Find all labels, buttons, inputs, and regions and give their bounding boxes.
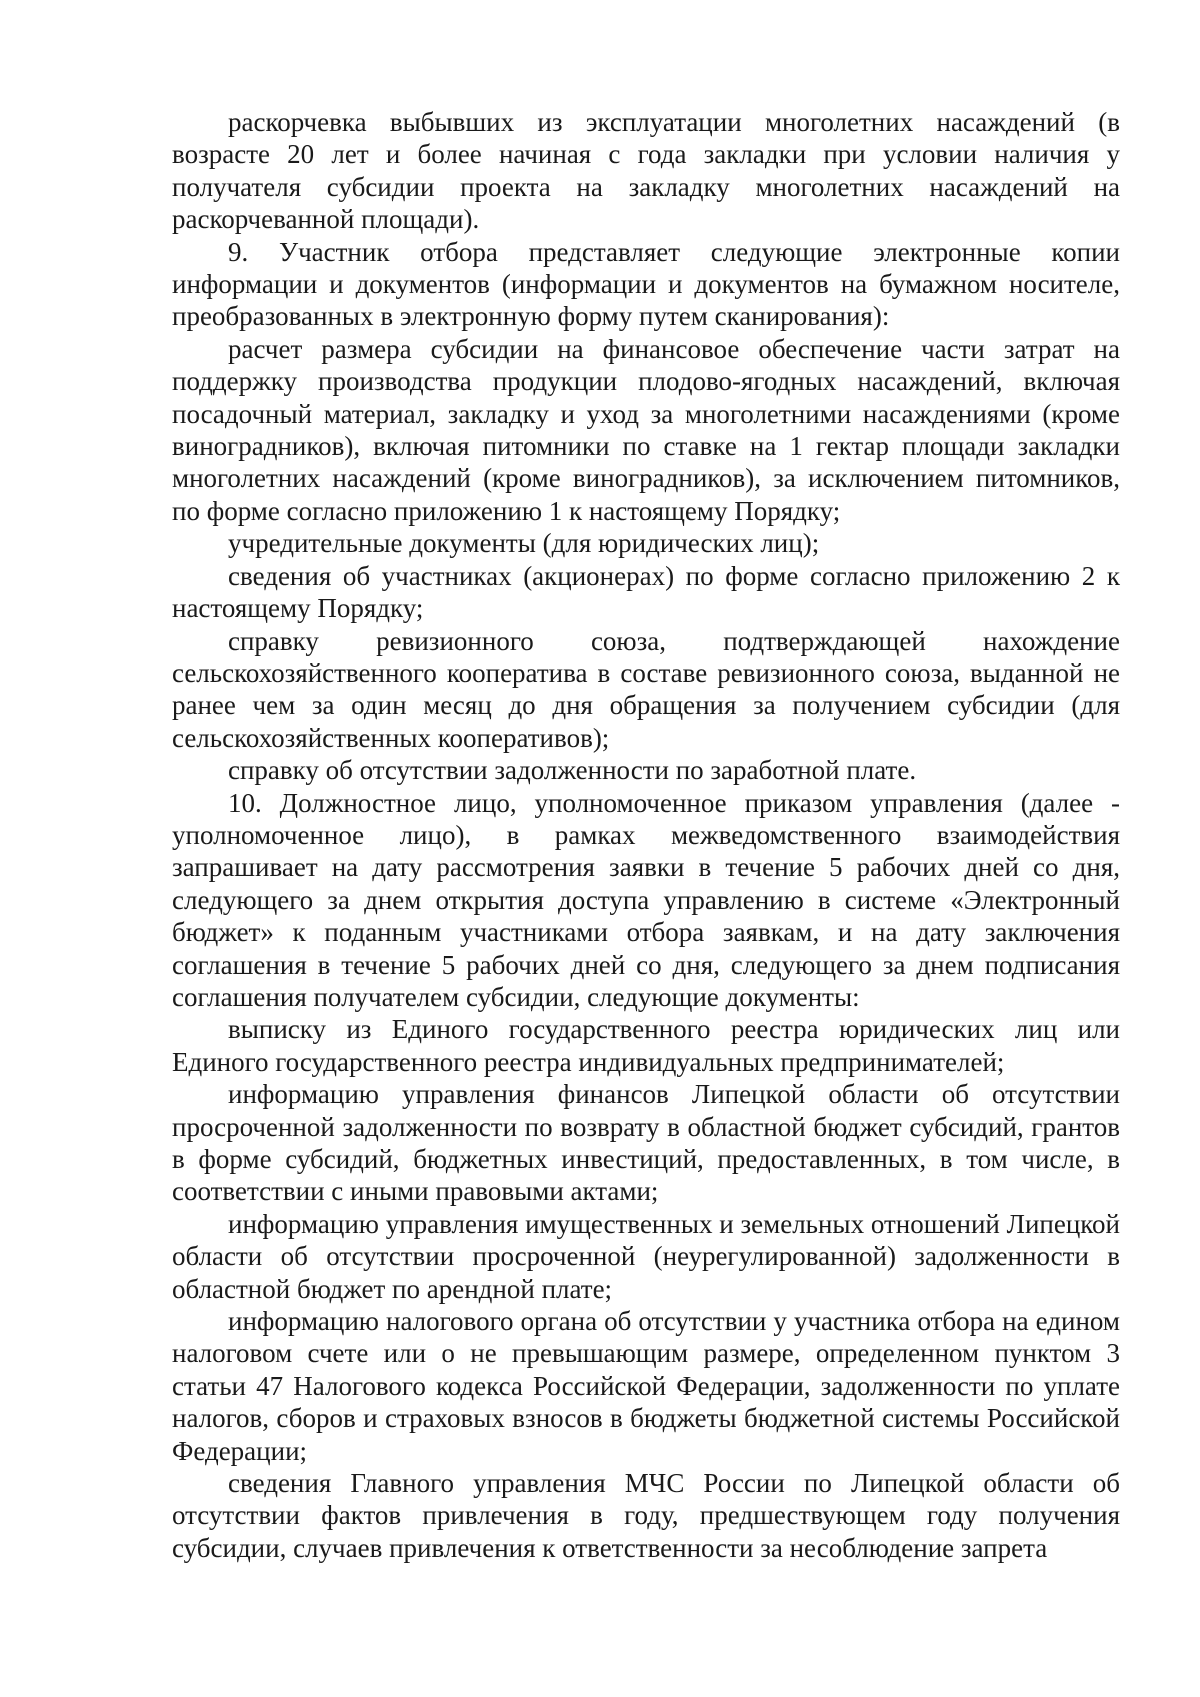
paragraph-emergency-ministry-info: сведения Главного управления МЧС России по Липецкой области об отсутствии фактов привлечения в году, предшествующем году получения субсидии, случаев привлечения к ответственности за несоблюдение запрета <box>172 1468 1120 1563</box>
paragraph-salary-debt-certificate: справку об отсутствии задолженности по заработной плате. <box>228 755 917 786</box>
paragraph-tax-authority-info: информацию налогового органа об отсутствии у участника отбора на едином налоговом счете или о не превышающим размере, определенном пунктом 3 статьи 47 Налогового кодекса Российской Федерации, задолженности по уплате налогов, сборов и страховых взносов в бюджеты бюджетной системы Российской Федерации; <box>172 1306 1120 1466</box>
document-page <box>172 106 1120 1564</box>
paragraph-finance-department-info: информацию управления финансов Липецкой области об отсутствии просроченной задолженности по возврату в областной бюджет субсидий, грантов в форме субсидий, бюджетных инвестиций, предоставленных, в том числе, в соответствии с иными правовыми актами; <box>172 1079 1120 1207</box>
paragraph-shareholders-info: сведения об участниках (акционерах) по форме согласно приложению 2 к настоящему Порядку; <box>172 560 1120 624</box>
paragraph-item-10: 10. Должностное лицо, уполномоченное приказом управления (далее - уполномоченное лицо), в рамках межведомственного взаимодействия запрашивает на дату рассмотрения заявки в течение 5 рабочих дней со дня, следующего за днем открытия доступа управлению в системе «Электронный бюджет» к поданным участниками отбора заявкам, и на дату заключения соглашения в течение 5 рабочих дней со дня, следующего за днем подписания соглашения получателем субсидии, следующие документы: <box>172 787 1120 1012</box>
paragraph-audit-union-certificate: справку ревизионного союза, подтверждающей нахождение сельскохозяйственного кооператива в составе ревизионного союза, выданной не ранее чем за один месяц до дня обращения за получением субсидии (для сельскохозяйственных кооперативов); <box>172 625 1120 753</box>
paragraph-founding-documents: учредительные документы (для юридических лиц); <box>228 528 820 559</box>
paragraph-subsidy-calculation: расчет размера субсидии на финансовое обеспечение части затрат на поддержку производства продукции плодово-ягодных насаждений, включая посадочный материал, закладку и уход за многолетними насаждениями (кроме виноградников), включая питомники по ставке на 1 гектар площади закладки многолетних насаждений (кроме виноградников), за исключением питомников, по форме согласно приложению 1 к настоящему Порядку; <box>172 333 1120 526</box>
paragraph-property-department-info: информацию управления имущественных и земельных отношений Липецкой области об отсутствии просроченной (неурегулированной) задолженности в областной бюджет по арендной плате; <box>172 1208 1120 1304</box>
paragraph-item-9: 9. Участник отбора представляет следующие электронные копии информации и документов (информации и документов на бумажном носителе, преобразованных в электронную форму путем сканирования): <box>172 236 1120 332</box>
paragraph-uprooting-plantings: раскорчевка выбывших из эксплуатации многолетних насаждений (в возрасте 20 лет и более начиная с года закладки при условии наличия у получателя субсидии проекта на закладку многолетних насаждений на раскорчеванной площади). <box>172 107 1120 235</box>
paragraph-state-register-extract: выписку из Единого государственного реестра юридических лиц или Единого государственного реестра индивидуальных предпринимателей; <box>172 1014 1120 1077</box>
